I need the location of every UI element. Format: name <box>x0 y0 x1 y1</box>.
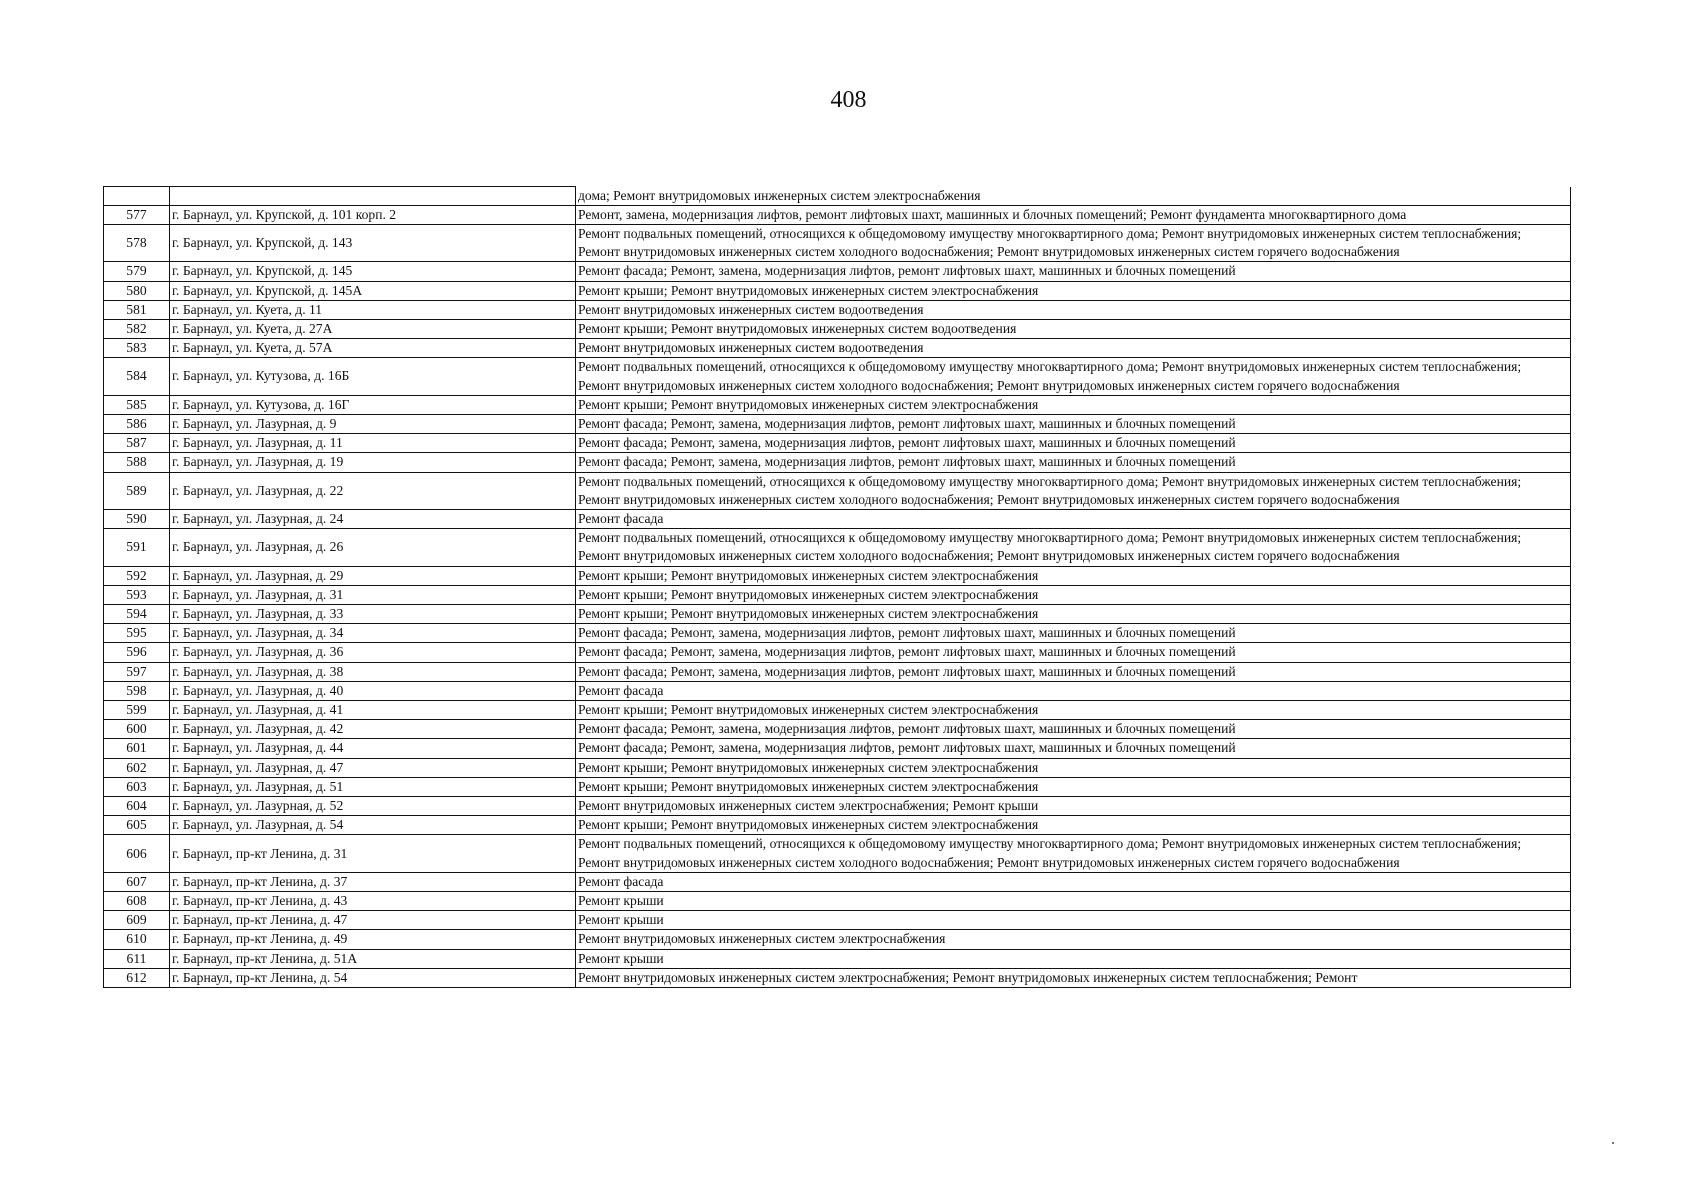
continuation-row <box>104 187 1571 206</box>
table-cell-works: Ремонт крыши <box>576 949 1571 968</box>
table-cell-address: г. Барнаул, ул. Лазурная, д. 31 <box>170 585 576 604</box>
table-row <box>104 414 1571 433</box>
table-cell-address: г. Барнаул, ул. Лазурная, д. 24 <box>170 509 576 528</box>
table-row <box>104 262 1571 281</box>
table-row <box>104 529 1571 566</box>
table-cell-address: г. Барнаул, ул. Лазурная, д. 36 <box>170 643 576 662</box>
table-cell-address: г. Барнаул, ул. Лазурная, д. 54 <box>170 816 576 835</box>
table-cell-address: г. Барнаул, ул. Кутузова, д. 16Б <box>170 358 576 395</box>
table-cell-number: 578 <box>104 224 170 261</box>
table-cell-address: г. Барнаул, ул. Лазурная, д. 44 <box>170 739 576 758</box>
table-cell-works: Ремонт крыши; Ремонт внутридомовых инженерных систем электроснабжения <box>576 758 1571 777</box>
table-row <box>104 949 1571 968</box>
table-cell-number: 581 <box>104 300 170 319</box>
table-cell-address: г. Барнаул, ул. Лазурная, д. 11 <box>170 434 576 453</box>
table-cell-address: г. Барнаул, пр-кт Ленина, д. 37 <box>170 872 576 891</box>
table-cell-number: 591 <box>104 529 170 566</box>
table-cell-works: Ремонт, замена, модернизация лифтов, ремонт лифтовых шахт, машинных и блочных помещений; Ремонт фундамента многоквартирного дома <box>576 205 1571 224</box>
table-cell-address: г. Барнаул, пр-кт Ленина, д. 49 <box>170 930 576 949</box>
table-cell-address: г. Барнаул, ул. Лазурная, д. 29 <box>170 566 576 585</box>
table-cell-number: 604 <box>104 797 170 816</box>
table-cell-works: Ремонт фасада; Ремонт, замена, модернизация лифтов, ремонт лифтовых шахт, машинных и блочных помещений <box>576 414 1571 433</box>
table-cell-works: Ремонт подвальных помещений, относящихся к общедомовому имуществу многоквартирного дома; Ремонт внутридомовых инженерных систем теплоснабжения; Ремонт внутридомовых инженерных систем холодного водоснабжения; Ремонт внутридомовых инженерных систем горячего водоснабжения <box>576 835 1571 872</box>
table-cell-number: 608 <box>104 892 170 911</box>
table-row <box>104 681 1571 700</box>
table-cell-address: г. Барнаул, ул. Лазурная, д. 42 <box>170 720 576 739</box>
table-cell-address: г. Барнаул, ул. Крупской, д. 101 корп. 2 <box>170 205 576 224</box>
table-cell-number: 596 <box>104 643 170 662</box>
table-row <box>104 777 1571 796</box>
table-cell-works: Ремонт фасада; Ремонт, замена, модернизация лифтов, ремонт лифтовых шахт, машинных и блочных помещений <box>576 624 1571 643</box>
table-cell-address: г. Барнаул, ул. Лазурная, д. 33 <box>170 604 576 623</box>
repair-schedule-table <box>103 186 1571 988</box>
table-cell-number: 597 <box>104 662 170 681</box>
table-cell-number: 612 <box>104 968 170 987</box>
table-cell-works: Ремонт крыши; Ремонт внутридомовых инженерных систем электроснабжения <box>576 816 1571 835</box>
table-cell-address: г. Барнаул, ул. Куета, д. 11 <box>170 300 576 319</box>
table-cell-address: г. Барнаул, ул. Лазурная, д. 26 <box>170 529 576 566</box>
table-row <box>104 700 1571 719</box>
table-cell-works: Ремонт подвальных помещений, относящихся к общедомовому имуществу многоквартирного дома; Ремонт внутридомовых инженерных систем теплоснабжения; Ремонт внутридомовых инженерных систем холодного водоснабжения; Ремонт внутридомовых инженерных систем горячего водоснабжения <box>576 224 1571 261</box>
table-cell-number: 594 <box>104 604 170 623</box>
table-cell-number: 611 <box>104 949 170 968</box>
table-cell-address: г. Барнаул, ул. Крупской, д. 145 <box>170 262 576 281</box>
table-cell-number: 598 <box>104 681 170 700</box>
table-cell-number: 584 <box>104 358 170 395</box>
table-row <box>104 281 1571 300</box>
table-cell-address: г. Барнаул, ул. Крупской, д. 143 <box>170 224 576 261</box>
table-cell-address: г. Барнаул, ул. Лазурная, д. 19 <box>170 453 576 472</box>
table-cell-works: Ремонт крыши; Ремонт внутридомовых инженерных систем электроснабжения <box>576 395 1571 414</box>
table-cell-works: Ремонт крыши; Ремонт внутридомовых инженерных систем водоотведения <box>576 319 1571 338</box>
table-cell-works: Ремонт подвальных помещений, относящихся к общедомовому имуществу многоквартирного дома; Ремонт внутридомовых инженерных систем теплоснабжения; Ремонт внутридомовых инженерных систем холодного водоснабжения; Ремонт внутридомовых инженерных систем горячего водоснабжения <box>576 472 1571 509</box>
table-cell-works: Ремонт крыши <box>576 911 1571 930</box>
table-cell-address: г. Барнаул, ул. Лазурная, д. 51 <box>170 777 576 796</box>
table-cell-number: 588 <box>104 453 170 472</box>
table-row <box>104 816 1571 835</box>
table-cell-works: Ремонт фасада; Ремонт, замена, модернизация лифтов, ремонт лифтовых шахт, машинных и блочных помещений <box>576 262 1571 281</box>
table-cell-number: 587 <box>104 434 170 453</box>
table-cell-number: 579 <box>104 262 170 281</box>
table-cell-address: г. Барнаул, пр-кт Ленина, д. 47 <box>170 911 576 930</box>
table-cell-number: 582 <box>104 319 170 338</box>
table-row <box>104 472 1571 509</box>
table-row <box>104 911 1571 930</box>
table-row <box>104 585 1571 604</box>
table-row <box>104 205 1571 224</box>
table-cell-address: г. Барнаул, ул. Лазурная, д. 34 <box>170 624 576 643</box>
table-cell-works: Ремонт фасада <box>576 681 1571 700</box>
table-cell-works: Ремонт фасада <box>576 872 1571 891</box>
table-cell-address: г. Барнаул, ул. Лазурная, д. 9 <box>170 414 576 433</box>
table-cell-number: 600 <box>104 720 170 739</box>
table-cell-number: 583 <box>104 339 170 358</box>
table-cell-number: 605 <box>104 816 170 835</box>
table-cell-number: 603 <box>104 777 170 796</box>
table-row <box>104 434 1571 453</box>
table-cell-works: Ремонт крыши <box>576 892 1571 911</box>
table-cell-number: 607 <box>104 872 170 891</box>
table-cell-address: г. Барнаул, ул. Лазурная, д. 22 <box>170 472 576 509</box>
table-cell-number: 609 <box>104 911 170 930</box>
table-cell-works: Ремонт внутридомовых инженерных систем электроснабжения; Ремонт внутридомовых инженерных систем теплоснабжения; Ремонт <box>576 968 1571 987</box>
table-cell-works: Ремонт фасада; Ремонт, замена, модернизация лифтов, ремонт лифтовых шахт, машинных и блочных помещений <box>576 739 1571 758</box>
table-cell-address: г. Барнаул, ул. Лазурная, д. 40 <box>170 681 576 700</box>
table-cell-works: Ремонт крыши; Ремонт внутридомовых инженерных систем электроснабжения <box>576 281 1571 300</box>
table-cell-number: 589 <box>104 472 170 509</box>
table-cell-works: Ремонт внутридомовых инженерных систем электроснабжения; Ремонт крыши <box>576 797 1571 816</box>
table-cell-number: 599 <box>104 700 170 719</box>
table-cell-works: Ремонт внутридомовых инженерных систем водоотведения <box>576 339 1571 358</box>
table-cell-address: г. Барнаул, пр-кт Ленина, д. 51А <box>170 949 576 968</box>
page-number: 408 <box>830 87 867 113</box>
table-cell-works: Ремонт крыши; Ремонт внутридомовых инженерных систем электроснабжения <box>576 566 1571 585</box>
table-cell-address: г. Барнаул, ул. Лазурная, д. 52 <box>170 797 576 816</box>
table-cell-address: г. Барнаул, ул. Крупской, д. 145А <box>170 281 576 300</box>
table-cell-works: Ремонт крыши; Ремонт внутридомовых инженерных систем электроснабжения <box>576 604 1571 623</box>
table-cell-works: Ремонт внутридомовых инженерных систем водоотведения <box>576 300 1571 319</box>
table-cell-number: 585 <box>104 395 170 414</box>
table-cell-number: 595 <box>104 624 170 643</box>
table-row <box>104 566 1571 585</box>
table-cell-number <box>104 187 170 206</box>
table-row <box>104 720 1571 739</box>
table-cell-number: 601 <box>104 739 170 758</box>
table-row <box>104 319 1571 338</box>
table-row <box>104 604 1571 623</box>
table-cell-works: Ремонт внутридомовых инженерных систем электроснабжения <box>576 930 1571 949</box>
table-cell-address: г. Барнаул, пр-кт Ленина, д. 31 <box>170 835 576 872</box>
table-row <box>104 509 1571 528</box>
table-cell-works: Ремонт подвальных помещений, относящихся к общедомовому имуществу многоквартирного дома; Ремонт внутридомовых инженерных систем теплоснабжения; Ремонт внутридомовых инженерных систем холодного водоснабжения; Ремонт внутридомовых инженерных систем горячего водоснабжения <box>576 358 1571 395</box>
table-cell-number: 577 <box>104 205 170 224</box>
table-cell-number: 602 <box>104 758 170 777</box>
table-cell-number: 610 <box>104 930 170 949</box>
table-cell-works: Ремонт фасада <box>576 509 1571 528</box>
table-cell-address: г. Барнаул, ул. Кутузова, д. 16Г <box>170 395 576 414</box>
table-cell-address: г. Барнаул, ул. Лазурная, д. 47 <box>170 758 576 777</box>
table-cell-number: 606 <box>104 835 170 872</box>
table-row <box>104 624 1571 643</box>
table-cell-address: г. Барнаул, пр-кт Ленина, д. 54 <box>170 968 576 987</box>
table-row <box>104 835 1571 872</box>
table-cell-number: 592 <box>104 566 170 585</box>
table-row <box>104 358 1571 395</box>
table-cell-address: г. Барнаул, пр-кт Ленина, д. 43 <box>170 892 576 911</box>
scan-mark <box>1612 1142 1614 1144</box>
table-row <box>104 797 1571 816</box>
table-row <box>104 968 1571 987</box>
table-cell-address: г. Барнаул, ул. Куета, д. 57А <box>170 339 576 358</box>
table-cell-works: Ремонт фасада; Ремонт, замена, модернизация лифтов, ремонт лифтовых шахт, машинных и блочных помещений <box>576 720 1571 739</box>
table-cell-works: Ремонт крыши; Ремонт внутридомовых инженерных систем электроснабжения <box>576 585 1571 604</box>
table-cell-works: Ремонт крыши; Ремонт внутридомовых инженерных систем электроснабжения <box>576 777 1571 796</box>
table-row <box>104 300 1571 319</box>
table-cell-address <box>170 187 576 206</box>
table-row <box>104 339 1571 358</box>
table-cell-works: Ремонт подвальных помещений, относящихся к общедомовому имуществу многоквартирного дома; Ремонт внутридомовых инженерных систем теплоснабжения; Ремонт внутридомовых инженерных систем холодного водоснабжения; Ремонт внутридомовых инженерных систем горячего водоснабжения <box>576 529 1571 566</box>
table-cell-address: г. Барнаул, ул. Лазурная, д. 41 <box>170 700 576 719</box>
table-cell-address: г. Барнаул, ул. Лазурная, д. 38 <box>170 662 576 681</box>
table-cell-works: Ремонт фасада; Ремонт, замена, модернизация лифтов, ремонт лифтовых шахт, машинных и блочных помещений <box>576 662 1571 681</box>
table-row <box>104 662 1571 681</box>
table-cell-number: 586 <box>104 414 170 433</box>
table-cell-works: Ремонт крыши; Ремонт внутридомовых инженерных систем электроснабжения <box>576 700 1571 719</box>
table-row <box>104 224 1571 261</box>
table-cell-works: Ремонт фасада; Ремонт, замена, модернизация лифтов, ремонт лифтовых шахт, машинных и блочных помещений <box>576 453 1571 472</box>
table-cell-works: Ремонт фасада; Ремонт, замена, модернизация лифтов, ремонт лифтовых шахт, машинных и блочных помещений <box>576 434 1571 453</box>
table-cell-number: 580 <box>104 281 170 300</box>
table-row <box>104 643 1571 662</box>
table-row <box>104 930 1571 949</box>
table-cell-number: 593 <box>104 585 170 604</box>
table-row <box>104 758 1571 777</box>
table-row <box>104 739 1571 758</box>
table-row <box>104 872 1571 891</box>
table-row <box>104 395 1571 414</box>
table-row <box>104 453 1571 472</box>
table-cell-works: дома; Ремонт внутридомовых инженерных систем электроснабжения <box>576 187 1571 206</box>
table-cell-works: Ремонт фасада; Ремонт, замена, модернизация лифтов, ремонт лифтовых шахт, машинных и блочных помещений <box>576 643 1571 662</box>
table-row <box>104 892 1571 911</box>
table-cell-number: 590 <box>104 509 170 528</box>
table-cell-address: г. Барнаул, ул. Куета, д. 27А <box>170 319 576 338</box>
